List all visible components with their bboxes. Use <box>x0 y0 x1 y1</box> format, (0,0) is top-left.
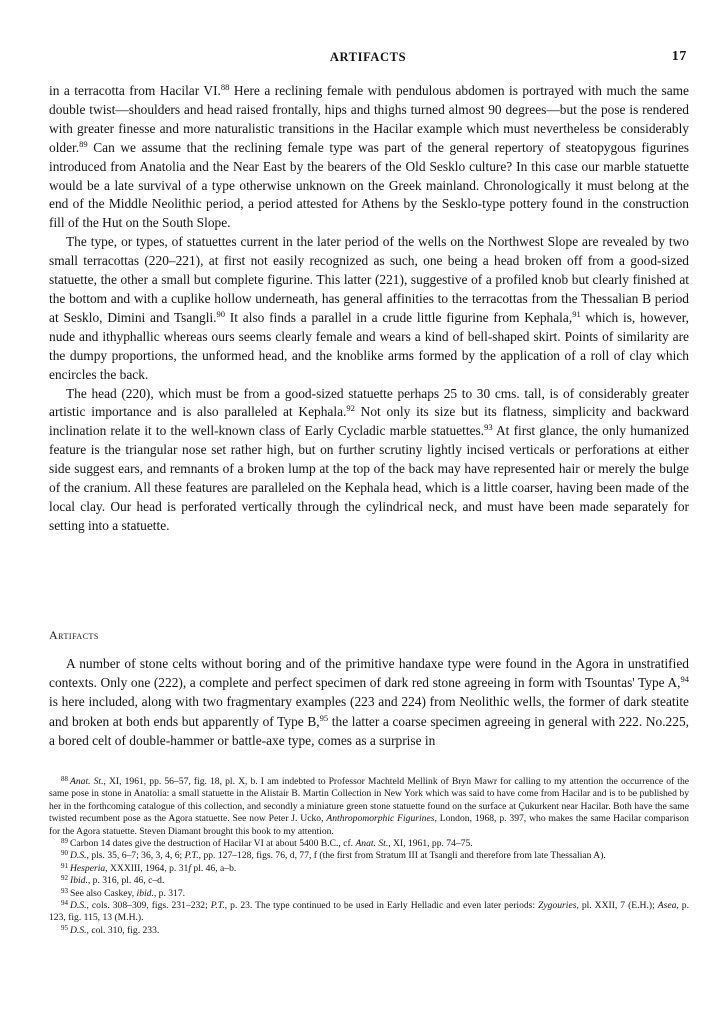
footnote-number: 95 <box>61 923 68 932</box>
italic-text: D.S. <box>70 850 87 862</box>
italic-text: f <box>188 862 191 874</box>
footnote-94: $^{94}$ D.S., cols. 308–309, figs. 231–232; P.T., p. 23. The type continued to be used in Early Helladic and even later periods: Zygouries, pl. XXII, 7 (E.H.); Asea, p. 123, fig. 115, 13 (M.H.). <box>49 899 689 924</box>
footnote-91: $^{91}$ Hesperia, XXXIII, 1964, p. 31f pl. 46, a–b. <box>61 861 237 874</box>
italic-text: Anthropomorphic Figurines <box>326 813 435 825</box>
italic-text: D.S. <box>70 924 87 936</box>
footnote-ref: 94 <box>680 674 689 685</box>
page-number: 17 <box>671 49 687 64</box>
footnote-number: 91 <box>61 861 68 870</box>
footnote-number: 94 <box>61 899 68 908</box>
italic-text: P.T. <box>210 900 225 912</box>
footnote-number: 89 <box>61 837 68 846</box>
footnote-90: $^{90}$ D.S., pls. 35, 6–7; 36, 3, 4, 6; P.T., pp. 127–128, figs. 76, d, 77, f (the first from Stratum III at Tsangli and therefore from late Thessalian A). <box>61 849 606 862</box>
italic-text: P.T. <box>184 850 199 862</box>
body-paragraph: The head (220), which must be from a good-sized statuette perhaps 25 to 30 cms. tall, is of considerably greater artistic importance and is also paralleled at Kephala.$^{92}$ Not only its size but its flatness, simplicity and backward inclination relate it to the well-known class of Early Cycladic marble statuettes.$^{93}$ At first glance, the only humanized feature is the triangular nose set rather high, but on further scrutiny lightly incised verticals or perforations at either side suggest ears, and remnants of a broken lump at the top of the back may have represented hair or merely the bulge of the cranium. All these features are paralleled on the Kephala head, which is a little coarser, having been made of the local clay. Our head is perforated vertically through the cylindrical neck, and must have been made separately for setting into a statuette. <box>49 385 689 533</box>
footnote-93: $^{93}$ See also Caskey, ibid., p. 317. <box>61 886 186 899</box>
italic-text: Asea <box>657 900 677 912</box>
footnote-ref: 89 <box>79 138 88 149</box>
italic-text: Anat. St. <box>70 776 104 787</box>
section-paragraph: A number of stone celts without boring and of the primitive handaxe type were found in the Agora in unstratified contexts. Only one (222), a complete and perfect specimen of dark red stone agreeing in form with Tsountas' Type A,$^{94}$ is here included, along with two fragmentary examples (223 and 224) from Neolithic wells, the former of dark steatite and broken at both ends but apparently of Type B,$^{95}$ the latter a coarse specimen agreeing in general with 222. No.225, a bored celt of double-hammer or battle-axe type, comes as a surprise in <box>49 656 689 748</box>
footnote-ref: 88 <box>220 82 230 92</box>
running-title: ARTIFACTS <box>329 50 407 64</box>
running-head <box>49 50 687 66</box>
footnote-95: $^{95}$ D.S., col. 310, fig. 233. <box>61 923 160 936</box>
footnote-ref: 90 <box>216 308 226 319</box>
italic-text: Ibid. <box>70 875 88 887</box>
footnote-number: 93 <box>61 886 68 895</box>
footnote-ref: 91 <box>572 308 581 319</box>
footnote-number: 90 <box>61 849 68 858</box>
footnote-ref: 92 <box>346 403 355 414</box>
section-text <box>49 654 689 750</box>
footnote-ref: 95 <box>319 712 329 723</box>
body-text <box>49 82 689 536</box>
italic-text: ibid. <box>136 887 154 899</box>
footnote-number: 88 <box>61 775 68 783</box>
footnotes <box>49 776 689 937</box>
body-paragraph: in a terracotta from Hacilar VI.$^{88}$ Here a reclining female with pendulous abdomen is portrayed with much the same double twist—shoulders and head raised frontally, hips and thighs turned almost 90 degrees—but the pose is rendered with greater finesse and more naturalistic transitions in the Hacilar example which must nevertheless be considerably older.$^{89}$ Can we assume that the reclining female type was part of the general repertory of steatopygous figurines introduced from Anatolia and the Near East by the bearers of the Old Sesklo culture? In this case our marble statuette would be a late survival of a type otherwise unknown on the Greek mainland. Chronologically it must belong at the end of the Middle Neolithic period, a period attested for Athens by the Sesklo-type pottery found in the construction fill of the Hut on the South Slope. <box>49 82 689 231</box>
section-heading: Artifacts <box>49 628 99 642</box>
footnote-number: 92 <box>61 874 68 883</box>
footnote-89: $^{89}$ Carbon 14 dates give the destruction of Hacilar VI at about 5400 B.C., cf. Anat. St., XI, 1961, pp. 74–75. <box>61 837 473 850</box>
italic-text: Anat. St. <box>355 838 389 850</box>
italic-text: Hesperia <box>70 862 106 874</box>
footnote-88: $^{88}$ Anat. St., XI, 1961, pp. 56–57, fig. 18, pl. X, b. I am indebted to Professor Machteld Mellink of Bryn Mawr for calling to my attention the occurrence of the same pose in stone in Anatolia: a small statuette in the Alistair B. Martin Collection in New York which was said to have come from Hacilar and is to be published by her in the forthcoming catalogue of this collection, and secondly a miniature green stone statuette found on the surface at Çukurkent near Hacilar. Both have the same twisted recumbent pose as the Agora statuette. See now Peter J. Ucko, Anthropomorphic Figurines, London, 1968, p. 397, who makes the same Hacilar comparison for the Agora statuette. Steven Diamant brought this book to my attention. <box>49 775 690 837</box>
italic-text: Zygouries <box>538 900 577 912</box>
italic-text: D.S. <box>70 900 87 912</box>
footnote-92: $^{92}$ Ibid., p. 316, pl. 46, c–d. <box>61 874 165 887</box>
footnote-ref: 93 <box>484 422 493 433</box>
body-paragraph: The type, or types, of statuettes current in the later period of the wells on the Northwest Slope are revealed by two small terracottas (220–221), at first not easily recognized as such, one being a head broken off from a good-sized statuette, the other a small but complete figurine. This latter (221), suggestive of a profiled knob but clearly finished at the bottom and with a cuplike hollow underneath, has general affinities to the terracottas from the Thessalian B period at Sesklo, Dimini and Tsangli.$^{90}$ It also finds a parallel in a crude little figurine from Kephala,$^{91}$ which is, however, nude and ithyphallic whereas ours seems clearly female and wears a kind of bell-shaped skirt. Points of similarity are the dumpy proportions, the unformed head, and the knoblike arms formed by the application of a roll of clay which encircles the back. <box>49 234 689 382</box>
